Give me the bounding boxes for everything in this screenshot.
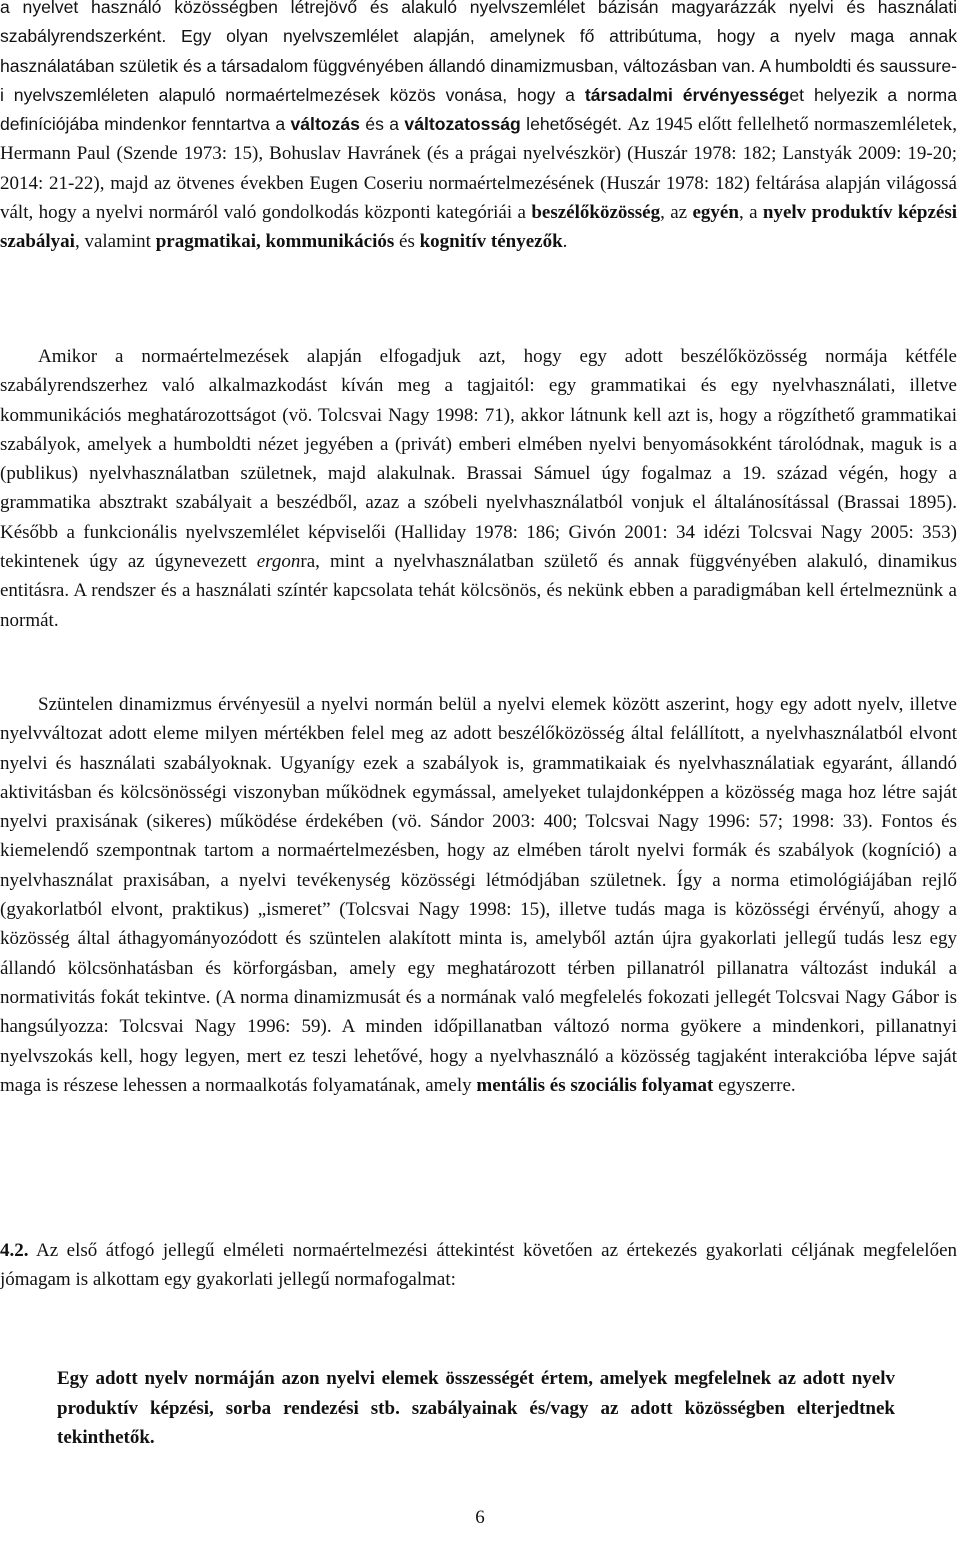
section-number: 4.2. bbox=[0, 1240, 29, 1261]
p1-bold-pragmatic: pragmatikai, kommunikációs bbox=[155, 231, 395, 253]
p1-text-5: Az 1945 előtt fellelhető normaszemléletek, Hermann Paul (Szende 1973: 15), Bohuslav Havránek (és a prágai nyelvészkör) (Huszár 1978: 182; Lanstyák 2009: 19-20; 2014: 21-22), majd az ötvenes években Eugen Coseriu normaértelmezésének (Huszár 1978: 182) feltárása alapján világossá vált, hogy a nyelvi normáról való gondolkodás központi kategóriái a bbox=[0, 114, 957, 224]
paragraph-3 bbox=[0, 690, 957, 1100]
p1-text-6: , az bbox=[660, 202, 693, 224]
p1-text-9: és bbox=[394, 231, 420, 253]
norm-definition: Egy adott nyelv normáján azon nyelvi elemek összességét értem, amelyek megfelelnek az adott nyelv produktív képzési, sorba rendezési stb. szabályainak és/vagy az adott közösségben elterjedtnek tekinthetők. bbox=[57, 1368, 895, 1448]
p1-bold-social-validity: társadalmi érvényesség bbox=[584, 84, 790, 105]
paragraph-1 bbox=[0, 0, 957, 257]
paragraph-2 bbox=[0, 342, 957, 635]
p2-text-1: Amikor a normaértelmezések alapján elfogadjuk azt, hogy egy adott beszélőközösség normája kétféle szabályrendszerhez való alkalmazkodást kíván meg a tagjaitól: egy grammatikai és egy nyelvhasználati, illetve kommunikációs meghatározottságot (vö. Tolcsvai Nagy 1998: 71), akkor látnunk kell azt is, hogy a rögzíthető grammatikai szabályok, amelyek a humboldti nézet jegyében a (privát) emberi elmében nyelvi benyomásokként tárolódnak, maguk is a (publikus) nyelvhasználatban születnek, majd alakulnak. Brassai Sámuel úgy fogalmaz a 19. század végén, hogy a grammatika absztrakt szabályait a beszédből, azaz a szóbeli nyelvhasználatból vonjuk el általánosítással (Brassai 1895). Később a funkcionális nyelvszemlélet képviselői (Halliday 1978: 186; Givón 2001: 34 idézi Tolcsvai Nagy 2005: 353) tekintenek úgy az úgynevezett bbox=[0, 346, 957, 573]
paragraph-4 bbox=[0, 1236, 957, 1295]
p2-italic-ergon: ergon bbox=[256, 551, 301, 573]
p1-text-1: a nyelvet használó közösségben létrejövő és alakuló nyelvszemlélet bázisán magyarázzák nyelvi és használati szabályrendszerként. Egy olyan nyelvszemlélet alapján, amelynek fő attribútuma, hogy a nyelv maga annak használatában születik és a társadalom függvényében állandó dinamizmusban, változásban van. A humboldti és saussure-i nyelvszemléleten alapuló normaértelmezések közös vonása, hogy a bbox=[0, 0, 957, 105]
p1-bold-change: változás bbox=[290, 114, 360, 135]
page-number: 6 bbox=[475, 1507, 485, 1528]
p1-bold-variability: változatosság bbox=[404, 114, 521, 135]
p1-text-8: , valamint bbox=[74, 231, 156, 253]
p1-text-3: és a bbox=[359, 114, 405, 135]
p1-bold-speech-community: beszélőközösség bbox=[531, 202, 661, 224]
p1-text-4: lehetőségét. bbox=[520, 114, 628, 135]
p3-text-1: Szüntelen dinamizmus érvényesül a nyelvi normán belül a nyelvi elemek között aszerint, hogy egy adott nyelv, illetve nyelvváltozat adott eleme milyen mértékben felel meg az adott beszélőközösség által felállított, a nyelvhasználatból elvont nyelvi és használati szabályoknak. Ugyanígy ezek a szabályok is, grammatikaiak és nyelvhasználatiak egyaránt, állandó aktivitásban és kölcsönösségi viszonyban működnek egymással, amelyeket tulajdonképpen a közösség maga hoz létre saját nyelvi praxisának (sikeres) működése érdekében (vö. Sándor 2003: 400; Tolcsvai Nagy 1996: 57; 1998: 33). Fontos és kiemelendő szempontnak tartom a normaértelmezésben, hogy az elmében tárolt nyelvi formák és szabályok (kogníció) a nyelvhasználat praxisában, a nyelvi tevékenység közösségi létmódjában születnek. Így a norma etimológiájában rejlő (gyakorlatból elvont, praktikus) „ismeret” (Tolcsvai Nagy 1998: 15), illetve tudás maga is közösségi érvényű, ahogy a közösség által áthagyományozódott és szüntelen alakított minta is, amelyből aztán újra gyakorlati jellegű tudás lesz egy állandó kölcsönhatásban és körforgásban, amely egy meghatározott térben pillanatról pillanatra változást indukál a normativitás fokát tekintve. (A norma dinamizmusát és a normának való megfelelés fokozati jellegét Tolcsvai Nagy Gábor is hangsúlyozza: Tolcsvai Nagy 1996: 59). A minden időpillanatban változó norma gyökere a mindenkori, pillanatnyi nyelvszokás kell, hogy legyen, mert ez teszi lehetővé, hogy a nyelvhasználó a közösség tagjaként interakcióba lépve saját maga is részese lehessen a normaalkotás folyamatának, amely bbox=[0, 694, 957, 1096]
p1-bold-individual: egyén bbox=[692, 202, 739, 224]
p1-text-2: et helyezik a norma definíciójába mindenkor fenntartva a bbox=[0, 84, 957, 135]
p1-text-10: . bbox=[562, 231, 568, 253]
p1-bold-productive-rules: nyelv produktív képzési szabályai bbox=[0, 202, 958, 253]
p3-text-2: egyszerre. bbox=[713, 1074, 796, 1096]
p1-bold-cognitive: kognitív tényezők bbox=[419, 231, 563, 253]
p2-text-2: ra, mint a nyelvhasználatban születő és annak függvényében alakuló, dinamikus entitásra. A rendszer és a használati színtér kapcsolata tehát kölcsönös, és nekünk ebben a paradigmában kell értelmeznünk a normát. bbox=[0, 551, 957, 631]
p4-text-1: Az első átfogó jellegű elméleti normaértelmezési áttekintést követően az értekezés gyakorlati céljának megfelelően jómagam is alkottam egy gyakorlati jellegű normafogalmat: bbox=[0, 1240, 957, 1291]
p3-bold-mental-social: mentális és szociális folyamat bbox=[476, 1074, 714, 1096]
p1-text-7: , a bbox=[738, 202, 763, 224]
